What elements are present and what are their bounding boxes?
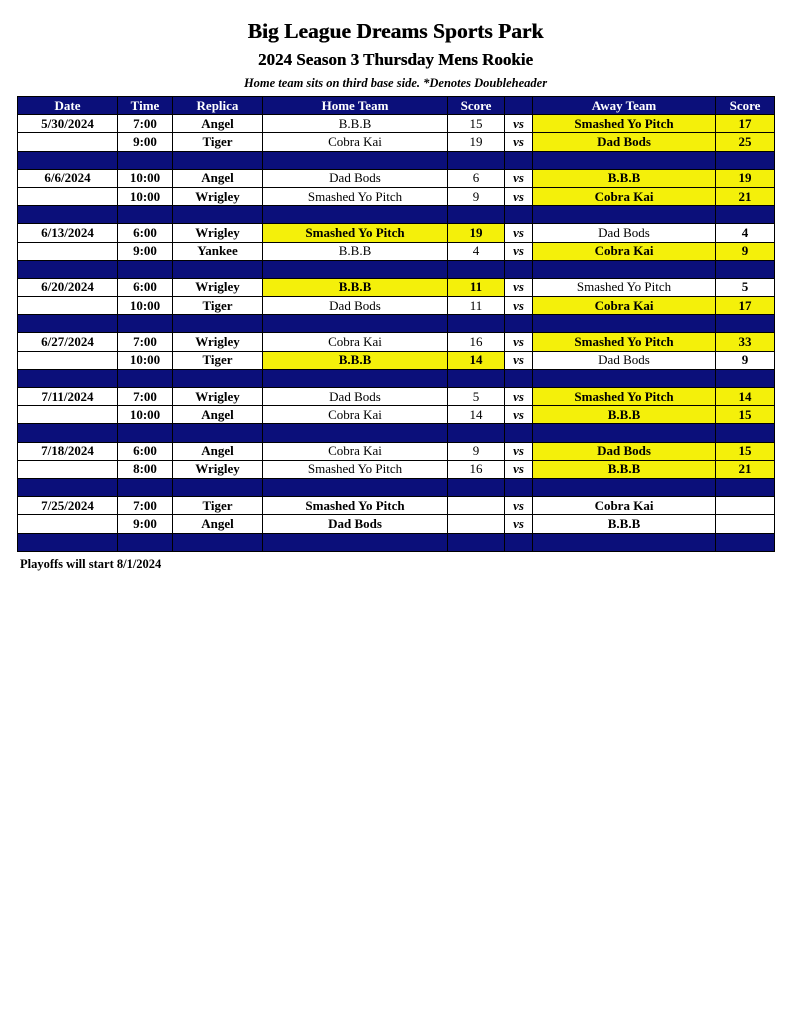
- home-team-cell: Cobra Kai: [263, 133, 448, 151]
- home-score-cell: [448, 497, 505, 515]
- home-team-cell: Cobra Kai: [263, 333, 448, 351]
- separator-cell: [533, 478, 716, 496]
- separator-cell: [716, 533, 775, 551]
- table-row: [18, 333, 775, 351]
- vs-cell: vs: [505, 133, 533, 151]
- replica-cell: Wrigley: [173, 333, 263, 351]
- home-score-cell: 4: [448, 242, 505, 260]
- separator-cell: [533, 315, 716, 333]
- separator-cell: [505, 369, 533, 387]
- time-cell: 10:00: [118, 351, 173, 369]
- away-score-cell: 14: [716, 388, 775, 406]
- separator-cell: [716, 424, 775, 442]
- separator-cell: [263, 424, 448, 442]
- replica-cell: Wrigley: [173, 224, 263, 242]
- date-cell: [18, 351, 118, 369]
- replica-cell: Angel: [173, 515, 263, 533]
- col-vs-header: [505, 97, 533, 115]
- week-separator-row: [18, 151, 775, 169]
- away-team-cell: B.B.B: [533, 169, 716, 187]
- table-row: [18, 187, 775, 205]
- week-separator-row: [18, 315, 775, 333]
- table-row: [18, 115, 775, 133]
- playoffs-note: Playoffs will start 8/1/2024: [20, 557, 162, 571]
- separator-cell: [716, 260, 775, 278]
- time-cell: 7:00: [118, 115, 173, 133]
- separator-cell: [118, 206, 173, 224]
- away-score-cell: 21: [716, 460, 775, 478]
- replica-cell: Angel: [173, 169, 263, 187]
- separator-cell: [448, 206, 505, 224]
- separator-cell: [505, 315, 533, 333]
- separator-cell: [173, 533, 263, 551]
- replica-cell: Wrigley: [173, 460, 263, 478]
- table-row: [18, 497, 775, 515]
- home-team-cell: Smashed Yo Pitch: [263, 497, 448, 515]
- separator-cell: [18, 478, 118, 496]
- week-separator-row: [18, 478, 775, 496]
- vs-cell: vs: [505, 460, 533, 478]
- separator-cell: [173, 315, 263, 333]
- home-team-cell: Cobra Kai: [263, 406, 448, 424]
- away-team-cell: Smashed Yo Pitch: [533, 278, 716, 296]
- date-cell: [18, 242, 118, 260]
- home-team-cell: Cobra Kai: [263, 442, 448, 460]
- away-score-cell: [716, 497, 775, 515]
- vs-cell: vs: [505, 333, 533, 351]
- col-away-team-header: Away Team: [533, 97, 716, 115]
- separator-cell: [173, 424, 263, 442]
- table-row: [18, 406, 775, 424]
- home-team-cell: B.B.B: [263, 242, 448, 260]
- table-row: [18, 351, 775, 369]
- col-home-team-header: Home Team: [263, 97, 448, 115]
- separator-cell: [505, 260, 533, 278]
- table-row: [18, 460, 775, 478]
- separator-cell: [263, 533, 448, 551]
- col-replica-header: Replica: [173, 97, 263, 115]
- date-cell: [18, 460, 118, 478]
- separator-cell: [173, 260, 263, 278]
- separator-cell: [18, 369, 118, 387]
- vs-cell: vs: [505, 115, 533, 133]
- home-score-cell: [448, 515, 505, 533]
- vs-cell: vs: [505, 388, 533, 406]
- page-title: Big League Dreams Sports Park: [247, 19, 544, 43]
- separator-cell: [533, 151, 716, 169]
- home-score-cell: 11: [448, 278, 505, 296]
- home-score-cell: 16: [448, 460, 505, 478]
- away-score-cell: 21: [716, 187, 775, 205]
- away-score-cell: 17: [716, 297, 775, 315]
- time-cell: 7:00: [118, 388, 173, 406]
- away-team-cell: Cobra Kai: [533, 187, 716, 205]
- week-separator-row: [18, 206, 775, 224]
- date-cell: [18, 515, 118, 533]
- separator-cell: [18, 315, 118, 333]
- date-cell: 7/11/2024: [18, 388, 118, 406]
- time-cell: 6:00: [118, 278, 173, 296]
- date-cell: [18, 406, 118, 424]
- separator-cell: [716, 151, 775, 169]
- schedule-table: [17, 96, 775, 552]
- vs-cell: vs: [505, 406, 533, 424]
- separator-cell: [448, 369, 505, 387]
- away-team-cell: B.B.B: [533, 515, 716, 533]
- table-row: [18, 242, 775, 260]
- vs-cell: vs: [505, 497, 533, 515]
- away-score-cell: [716, 515, 775, 533]
- replica-cell: Angel: [173, 115, 263, 133]
- separator-cell: [533, 206, 716, 224]
- away-score-cell: 25: [716, 133, 775, 151]
- separator-cell: [533, 260, 716, 278]
- away-team-cell: Cobra Kai: [533, 242, 716, 260]
- home-team-cell: B.B.B: [263, 115, 448, 133]
- away-score-cell: 15: [716, 406, 775, 424]
- vs-cell: vs: [505, 224, 533, 242]
- table-row: [18, 133, 775, 151]
- separator-cell: [533, 424, 716, 442]
- home-score-cell: 6: [448, 169, 505, 187]
- home-team-cell: B.B.B: [263, 351, 448, 369]
- home-score-cell: 16: [448, 333, 505, 351]
- replica-cell: Wrigley: [173, 187, 263, 205]
- separator-cell: [18, 206, 118, 224]
- table-row: [18, 297, 775, 315]
- separator-cell: [263, 151, 448, 169]
- date-cell: 5/30/2024: [18, 115, 118, 133]
- away-score-cell: 4: [716, 224, 775, 242]
- away-team-cell: Smashed Yo Pitch: [533, 333, 716, 351]
- replica-cell: Tiger: [173, 133, 263, 151]
- separator-cell: [18, 533, 118, 551]
- time-cell: 10:00: [118, 169, 173, 187]
- table-row: [18, 442, 775, 460]
- vs-cell: vs: [505, 169, 533, 187]
- home-team-cell: Smashed Yo Pitch: [263, 187, 448, 205]
- table-row: [18, 515, 775, 533]
- home-score-cell: 9: [448, 187, 505, 205]
- vs-cell: vs: [505, 297, 533, 315]
- table-row: [18, 224, 775, 242]
- schedule-note: Home team sits on third base side. *Denotes Doubleheader: [243, 76, 548, 90]
- separator-cell: [118, 151, 173, 169]
- away-team-cell: Dad Bods: [533, 351, 716, 369]
- separator-cell: [716, 369, 775, 387]
- separator-cell: [505, 478, 533, 496]
- away-team-cell: Dad Bods: [533, 224, 716, 242]
- separator-cell: [263, 478, 448, 496]
- away-team-cell: Dad Bods: [533, 133, 716, 151]
- separator-cell: [18, 151, 118, 169]
- separator-cell: [118, 315, 173, 333]
- date-cell: [18, 187, 118, 205]
- away-score-cell: 19: [716, 169, 775, 187]
- replica-cell: Yankee: [173, 242, 263, 260]
- date-cell: 6/27/2024: [18, 333, 118, 351]
- replica-cell: Tiger: [173, 351, 263, 369]
- separator-cell: [448, 533, 505, 551]
- header-row: [18, 97, 775, 115]
- time-cell: 6:00: [118, 224, 173, 242]
- away-team-cell: Cobra Kai: [533, 497, 716, 515]
- away-score-cell: 9: [716, 242, 775, 260]
- vs-cell: vs: [505, 442, 533, 460]
- replica-cell: Angel: [173, 406, 263, 424]
- table-row: [18, 169, 775, 187]
- separator-cell: [505, 151, 533, 169]
- time-cell: 6:00: [118, 442, 173, 460]
- separator-cell: [505, 424, 533, 442]
- vs-cell: vs: [505, 515, 533, 533]
- home-team-cell: Smashed Yo Pitch: [263, 224, 448, 242]
- col-date-header: Date: [18, 97, 118, 115]
- vs-cell: vs: [505, 351, 533, 369]
- schedule-subtitle: 2024 Season 3 Thursday Mens Rookie: [257, 50, 534, 69]
- separator-cell: [173, 206, 263, 224]
- week-separator-row: [18, 369, 775, 387]
- date-cell: 6/13/2024: [18, 224, 118, 242]
- time-cell: 8:00: [118, 460, 173, 478]
- separator-cell: [173, 151, 263, 169]
- separator-cell: [263, 206, 448, 224]
- separator-cell: [448, 424, 505, 442]
- home-score-cell: 14: [448, 351, 505, 369]
- home-score-cell: 11: [448, 297, 505, 315]
- replica-cell: Wrigley: [173, 388, 263, 406]
- separator-cell: [505, 533, 533, 551]
- vs-cell: vs: [505, 278, 533, 296]
- separator-cell: [18, 424, 118, 442]
- separator-cell: [173, 478, 263, 496]
- home-team-cell: B.B.B: [263, 278, 448, 296]
- separator-cell: [18, 260, 118, 278]
- away-team-cell: B.B.B: [533, 460, 716, 478]
- away-score-cell: 15: [716, 442, 775, 460]
- time-cell: 9:00: [118, 515, 173, 533]
- time-cell: 9:00: [118, 133, 173, 151]
- away-team-cell: Smashed Yo Pitch: [533, 115, 716, 133]
- date-cell: 6/20/2024: [18, 278, 118, 296]
- away-score-cell: 17: [716, 115, 775, 133]
- date-cell: 7/25/2024: [18, 497, 118, 515]
- away-team-cell: Dad Bods: [533, 442, 716, 460]
- col-time-header: Time: [118, 97, 173, 115]
- separator-cell: [118, 369, 173, 387]
- away-score-cell: 9: [716, 351, 775, 369]
- home-score-cell: 5: [448, 388, 505, 406]
- home-team-cell: Dad Bods: [263, 515, 448, 533]
- separator-cell: [533, 369, 716, 387]
- away-team-cell: Smashed Yo Pitch: [533, 388, 716, 406]
- week-separator-row: [18, 260, 775, 278]
- home-score-cell: 9: [448, 442, 505, 460]
- home-score-cell: 19: [448, 133, 505, 151]
- replica-cell: Angel: [173, 442, 263, 460]
- date-cell: 6/6/2024: [18, 169, 118, 187]
- col-home-score-header: Score: [448, 97, 505, 115]
- home-score-cell: 15: [448, 115, 505, 133]
- date-cell: [18, 133, 118, 151]
- separator-cell: [263, 260, 448, 278]
- away-team-cell: Cobra Kai: [533, 297, 716, 315]
- separator-cell: [118, 260, 173, 278]
- separator-cell: [505, 206, 533, 224]
- schedule-body: [18, 115, 775, 552]
- separator-cell: [118, 478, 173, 496]
- separator-cell: [448, 478, 505, 496]
- time-cell: 7:00: [118, 497, 173, 515]
- time-cell: 10:00: [118, 406, 173, 424]
- time-cell: 7:00: [118, 333, 173, 351]
- separator-cell: [716, 206, 775, 224]
- replica-cell: Tiger: [173, 497, 263, 515]
- separator-cell: [448, 315, 505, 333]
- separator-cell: [448, 260, 505, 278]
- home-score-cell: 19: [448, 224, 505, 242]
- home-team-cell: Smashed Yo Pitch: [263, 460, 448, 478]
- time-cell: 10:00: [118, 297, 173, 315]
- separator-cell: [118, 533, 173, 551]
- home-team-cell: Dad Bods: [263, 388, 448, 406]
- replica-cell: Tiger: [173, 297, 263, 315]
- week-separator-row: [18, 533, 775, 551]
- time-cell: 9:00: [118, 242, 173, 260]
- home-team-cell: Dad Bods: [263, 169, 448, 187]
- separator-cell: [263, 369, 448, 387]
- date-cell: 7/18/2024: [18, 442, 118, 460]
- home-team-cell: Dad Bods: [263, 297, 448, 315]
- table-row: [18, 278, 775, 296]
- separator-cell: [716, 315, 775, 333]
- replica-cell: Wrigley: [173, 278, 263, 296]
- table-row: [18, 388, 775, 406]
- separator-cell: [263, 315, 448, 333]
- separator-cell: [716, 478, 775, 496]
- home-score-cell: 14: [448, 406, 505, 424]
- vs-cell: vs: [505, 187, 533, 205]
- time-cell: 10:00: [118, 187, 173, 205]
- away-score-cell: 33: [716, 333, 775, 351]
- date-cell: [18, 297, 118, 315]
- vs-cell: vs: [505, 242, 533, 260]
- separator-cell: [118, 424, 173, 442]
- separator-cell: [448, 151, 505, 169]
- separator-cell: [173, 369, 263, 387]
- away-team-cell: B.B.B: [533, 406, 716, 424]
- week-separator-row: [18, 424, 775, 442]
- away-score-cell: 5: [716, 278, 775, 296]
- col-away-score-header: Score: [716, 97, 775, 115]
- separator-cell: [533, 533, 716, 551]
